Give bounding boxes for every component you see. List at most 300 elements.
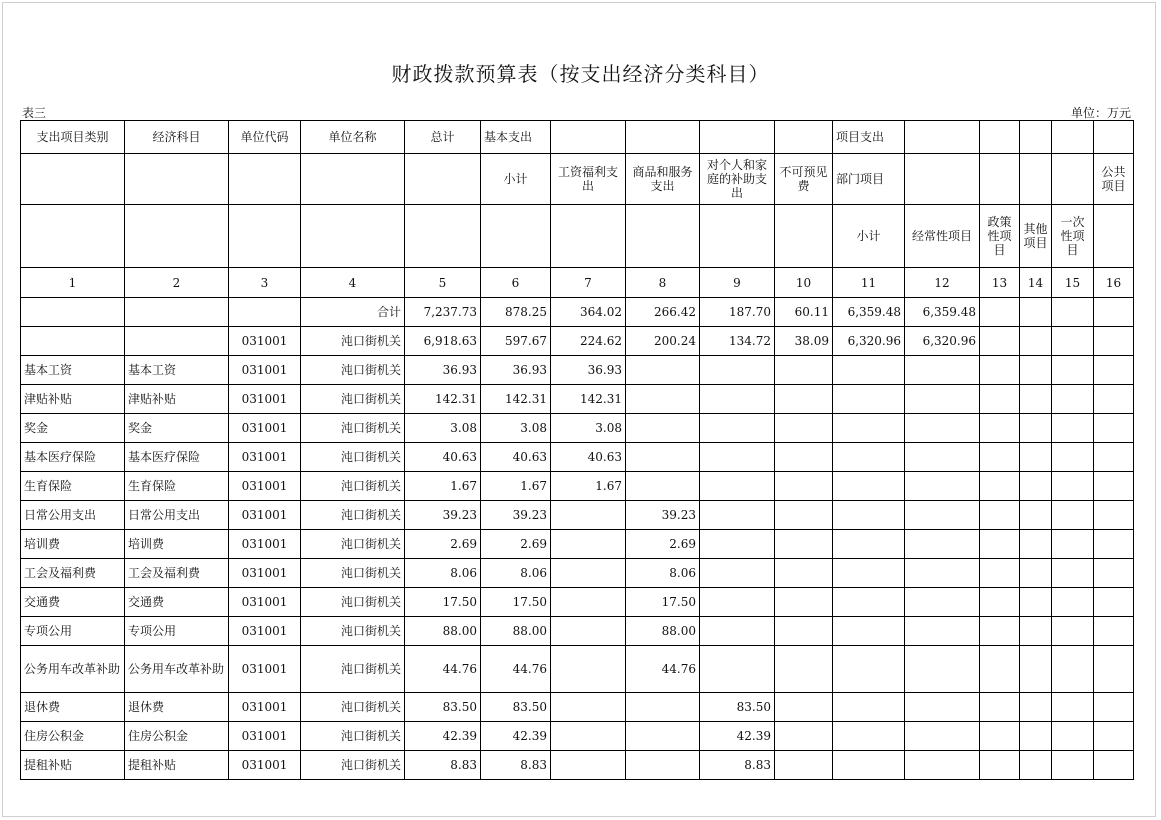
document-title: 财政拨款预算表（按支出经济分类科目） <box>391 62 770 86</box>
table-row <box>21 530 1134 559</box>
cell-unforeseen <box>775 443 833 472</box>
cell-empty <box>1094 530 1134 559</box>
cell-empty <box>1052 530 1094 559</box>
cell-empty <box>1052 588 1094 617</box>
cell-empty <box>1052 472 1094 501</box>
cell-goods-services <box>626 356 700 385</box>
cell-salary-welfare: 36.93 <box>551 356 626 385</box>
cell-goods-services: 88.00 <box>626 617 700 646</box>
cell-unit-name: 沌口街机关 <box>301 588 405 617</box>
cell-recurring-project <box>905 501 980 530</box>
cell-empty <box>1094 588 1134 617</box>
cell-unit-name: 沌口街机关 <box>301 385 405 414</box>
cell-unit-name: 沌口街机关 <box>301 501 405 530</box>
cell-empty <box>1020 298 1052 327</box>
cell-unit-code: 031001 <box>229 693 301 722</box>
cell-unit-name: 沌口街机关 <box>301 559 405 588</box>
cell-empty <box>1094 559 1134 588</box>
header-recurring-project: 经常性项目 <box>905 205 980 268</box>
cell-empty <box>1052 617 1094 646</box>
cell-econ-subject: 退休费 <box>125 693 229 722</box>
table-row <box>21 559 1134 588</box>
cell-empty <box>1020 385 1052 414</box>
cell-expense-category: 生育保险 <box>21 472 125 501</box>
cell-project-subtotal <box>833 414 905 443</box>
cell-empty <box>1020 751 1052 780</box>
cell-recurring-project <box>905 414 980 443</box>
cell-salary-welfare <box>551 646 626 693</box>
cell-empty <box>1052 559 1094 588</box>
cell-empty <box>1052 298 1094 327</box>
cell-goods-services: 39.23 <box>626 501 700 530</box>
cell-unit-code: 031001 <box>229 646 301 693</box>
table-row <box>21 646 1134 693</box>
cell-empty <box>1094 414 1134 443</box>
cell-goods-services <box>626 693 700 722</box>
cell-unit-code: 031001 <box>229 443 301 472</box>
column-number: 13 <box>980 268 1020 298</box>
cell-total: 42.39 <box>405 722 481 751</box>
cell-empty <box>1020 327 1052 356</box>
cell-empty <box>1094 356 1134 385</box>
cell-econ-subject: 日常公用支出 <box>125 501 229 530</box>
cell-empty <box>1020 501 1052 530</box>
cell-salary-welfare <box>551 751 626 780</box>
cell-recurring-project <box>905 530 980 559</box>
table-row <box>21 356 1134 385</box>
column-number: 15 <box>1052 268 1094 298</box>
cell-unit-name: 合计 <box>301 298 405 327</box>
cell-empty <box>1020 414 1052 443</box>
cell-unit-code: 031001 <box>229 472 301 501</box>
cell-total: 7,237.73 <box>405 298 481 327</box>
cell-econ-subject: 专项公用 <box>125 617 229 646</box>
header-blank <box>1020 121 1052 154</box>
cell-expense-category: 培训费 <box>21 530 125 559</box>
table-row <box>21 385 1134 414</box>
cell-empty <box>980 385 1020 414</box>
table-row <box>21 443 1134 472</box>
header-blank <box>626 121 700 154</box>
column-number: 14 <box>1020 268 1052 298</box>
cell-empty <box>1052 722 1094 751</box>
cell-basic-subtotal: 40.63 <box>481 443 551 472</box>
cell-empty <box>1020 588 1052 617</box>
header-econ-subject: 经济科目 <box>125 121 229 154</box>
cell-econ-subject <box>125 298 229 327</box>
cell-expense-category: 基本医疗保险 <box>21 443 125 472</box>
cell-basic-subtotal: 597.67 <box>481 327 551 356</box>
cell-project-subtotal <box>833 530 905 559</box>
cell-empty <box>1052 414 1094 443</box>
cell-project-subtotal <box>833 443 905 472</box>
table-row <box>21 327 1134 356</box>
header-blank <box>1094 121 1134 154</box>
cell-empty <box>1094 327 1134 356</box>
cell-salary-welfare <box>551 588 626 617</box>
cell-empty <box>1094 751 1134 780</box>
column-number: 1 <box>21 268 125 298</box>
column-number: 3 <box>229 268 301 298</box>
cell-basic-subtotal: 39.23 <box>481 501 551 530</box>
header-column-numbers <box>21 268 1134 298</box>
header-unit-code: 单位代码 <box>229 121 301 154</box>
cell-empty <box>1020 722 1052 751</box>
cell-goods-services: 2.69 <box>626 530 700 559</box>
cell-unit-code: 031001 <box>229 501 301 530</box>
cell-empty <box>980 693 1020 722</box>
unit-label: 单位：万元 <box>1070 106 1131 120</box>
cell-personal-subsidy <box>700 472 775 501</box>
cell-project-subtotal <box>833 588 905 617</box>
cell-basic-subtotal: 878.25 <box>481 298 551 327</box>
cell-recurring-project <box>905 472 980 501</box>
cell-total: 142.31 <box>405 385 481 414</box>
cell-unit-code: 031001 <box>229 327 301 356</box>
cell-empty <box>1052 356 1094 385</box>
cell-unforeseen <box>775 646 833 693</box>
column-number: 11 <box>833 268 905 298</box>
cell-total: 8.83 <box>405 751 481 780</box>
cell-expense-category: 工会及福利费 <box>21 559 125 588</box>
cell-basic-subtotal: 17.50 <box>481 588 551 617</box>
cell-personal-subsidy <box>700 443 775 472</box>
cell-empty <box>1020 559 1052 588</box>
cell-expense-category: 奖金 <box>21 414 125 443</box>
cell-expense-category: 退休费 <box>21 693 125 722</box>
cell-total: 8.06 <box>405 559 481 588</box>
cell-unit-code: 031001 <box>229 530 301 559</box>
table-row <box>21 472 1134 501</box>
cell-personal-subsidy <box>700 530 775 559</box>
column-number: 6 <box>481 268 551 298</box>
cell-empty <box>1094 722 1134 751</box>
cell-unforeseen <box>775 385 833 414</box>
cell-project-subtotal <box>833 693 905 722</box>
header-public-project: 公共项目 <box>1094 154 1134 205</box>
cell-personal-subsidy <box>700 588 775 617</box>
cell-unforeseen <box>775 472 833 501</box>
cell-unit-code: 031001 <box>229 722 301 751</box>
cell-econ-subject: 公务用车改革补助 <box>125 646 229 693</box>
cell-project-subtotal <box>833 559 905 588</box>
cell-empty <box>980 646 1020 693</box>
cell-project-subtotal <box>833 501 905 530</box>
cell-unit-code: 031001 <box>229 356 301 385</box>
cell-salary-welfare <box>551 617 626 646</box>
cell-unit-name: 沌口街机关 <box>301 443 405 472</box>
cell-econ-subject: 住房公积金 <box>125 722 229 751</box>
cell-expense-category: 专项公用 <box>21 617 125 646</box>
column-number: 2 <box>125 268 229 298</box>
cell-basic-subtotal: 1.67 <box>481 472 551 501</box>
cell-goods-services: 8.06 <box>626 559 700 588</box>
cell-total: 2.69 <box>405 530 481 559</box>
header-blank <box>775 121 833 154</box>
cell-empty <box>1020 617 1052 646</box>
cell-unforeseen <box>775 751 833 780</box>
cell-project-subtotal <box>833 751 905 780</box>
column-number: 4 <box>301 268 405 298</box>
cell-recurring-project <box>905 559 980 588</box>
cell-recurring-project <box>905 356 980 385</box>
cell-goods-services <box>626 385 700 414</box>
cell-recurring-project <box>905 722 980 751</box>
cell-total: 39.23 <box>405 501 481 530</box>
cell-unit-code: 031001 <box>229 751 301 780</box>
cell-total: 1.67 <box>405 472 481 501</box>
cell-econ-subject: 提租补贴 <box>125 751 229 780</box>
cell-empty <box>980 751 1020 780</box>
cell-econ-subject: 奖金 <box>125 414 229 443</box>
cell-total: 36.93 <box>405 356 481 385</box>
header-basic-subtotal: 小计 <box>481 154 551 205</box>
cell-unforeseen <box>775 530 833 559</box>
table-row <box>21 414 1134 443</box>
cell-total: 88.00 <box>405 617 481 646</box>
cell-unit-code: 031001 <box>229 588 301 617</box>
cell-unit-name: 沌口街机关 <box>301 693 405 722</box>
cell-total: 6,918.63 <box>405 327 481 356</box>
cell-econ-subject: 生育保险 <box>125 472 229 501</box>
cell-project-subtotal <box>833 385 905 414</box>
header-salary-welfare: 工资福利支出 <box>551 154 626 205</box>
cell-salary-welfare: 3.08 <box>551 414 626 443</box>
cell-expense-category: 公务用车改革补助 <box>21 646 125 693</box>
cell-empty <box>1094 501 1134 530</box>
cell-personal-subsidy: 42.39 <box>700 722 775 751</box>
cell-basic-subtotal: 83.50 <box>481 693 551 722</box>
cell-personal-subsidy <box>700 501 775 530</box>
table-row <box>21 722 1134 751</box>
cell-unit-code <box>229 298 301 327</box>
cell-empty <box>980 414 1020 443</box>
cell-basic-subtotal: 88.00 <box>481 617 551 646</box>
cell-empty <box>980 559 1020 588</box>
cell-goods-services <box>626 414 700 443</box>
header-project-subtotal: 小计 <box>833 205 905 268</box>
cell-project-subtotal <box>833 472 905 501</box>
cell-unit-name: 沌口街机关 <box>301 646 405 693</box>
cell-empty <box>1020 693 1052 722</box>
header-expense-category: 支出项目类别 <box>21 121 125 154</box>
cell-empty <box>1094 617 1134 646</box>
cell-econ-subject: 基本医疗保险 <box>125 443 229 472</box>
cell-goods-services: 17.50 <box>626 588 700 617</box>
cell-unforeseen <box>775 559 833 588</box>
cell-recurring-project <box>905 646 980 693</box>
cell-salary-welfare <box>551 722 626 751</box>
cell-salary-welfare <box>551 501 626 530</box>
cell-basic-subtotal: 8.06 <box>481 559 551 588</box>
cell-empty <box>980 501 1020 530</box>
cell-unit-code: 031001 <box>229 617 301 646</box>
cell-unforeseen <box>775 617 833 646</box>
cell-expense-category: 津贴补贴 <box>21 385 125 414</box>
cell-empty <box>1052 646 1094 693</box>
table-row <box>21 501 1134 530</box>
cell-empty <box>1052 693 1094 722</box>
cell-empty <box>980 530 1020 559</box>
cell-unit-name: 沌口街机关 <box>301 327 405 356</box>
header-policy-project: 政策性项目 <box>980 205 1020 268</box>
cell-salary-welfare: 40.63 <box>551 443 626 472</box>
table-row <box>21 617 1134 646</box>
header-blank <box>905 121 980 154</box>
cell-unit-name: 沌口街机关 <box>301 751 405 780</box>
cell-econ-subject: 交通费 <box>125 588 229 617</box>
cell-unit-code: 031001 <box>229 385 301 414</box>
column-number: 10 <box>775 268 833 298</box>
table-row <box>21 588 1134 617</box>
cell-salary-welfare: 142.31 <box>551 385 626 414</box>
column-number: 8 <box>626 268 700 298</box>
cell-project-subtotal <box>833 722 905 751</box>
cell-expense-category <box>21 327 125 356</box>
cell-goods-services <box>626 751 700 780</box>
cell-salary-welfare <box>551 530 626 559</box>
cell-empty <box>1094 646 1134 693</box>
header-other-project: 其他项目 <box>1020 205 1052 268</box>
cell-unit-name: 沌口街机关 <box>301 617 405 646</box>
header-total: 总计 <box>405 121 481 154</box>
cell-personal-subsidy: 187.70 <box>700 298 775 327</box>
cell-recurring-project <box>905 588 980 617</box>
cell-empty <box>980 722 1020 751</box>
table-row <box>21 298 1134 327</box>
cell-expense-category: 住房公积金 <box>21 722 125 751</box>
cell-econ-subject: 培训费 <box>125 530 229 559</box>
cell-expense-category: 基本工资 <box>21 356 125 385</box>
cell-basic-subtotal: 142.31 <box>481 385 551 414</box>
cell-salary-welfare <box>551 693 626 722</box>
cell-project-subtotal: 6,320.96 <box>833 327 905 356</box>
table-row <box>21 693 1134 722</box>
cell-salary-welfare <box>551 559 626 588</box>
cell-total: 44.76 <box>405 646 481 693</box>
cell-empty <box>980 617 1020 646</box>
cell-unit-code: 031001 <box>229 559 301 588</box>
cell-empty <box>1052 443 1094 472</box>
cell-expense-category: 日常公用支出 <box>21 501 125 530</box>
cell-recurring-project: 6,359.48 <box>905 298 980 327</box>
cell-expense-category <box>21 298 125 327</box>
cell-total: 83.50 <box>405 693 481 722</box>
cell-basic-subtotal: 8.83 <box>481 751 551 780</box>
cell-basic-subtotal: 44.76 <box>481 646 551 693</box>
cell-empty <box>1052 327 1094 356</box>
cell-goods-services <box>626 443 700 472</box>
header-row-3 <box>21 205 1134 268</box>
header-goods-services: 商品和服务支出 <box>626 154 700 205</box>
cell-empty <box>1094 693 1134 722</box>
cell-econ-subject: 工会及福利费 <box>125 559 229 588</box>
cell-goods-services <box>626 472 700 501</box>
cell-unforeseen <box>775 414 833 443</box>
cell-unit-name: 沌口街机关 <box>301 722 405 751</box>
header-blank <box>1052 121 1094 154</box>
cell-empty <box>980 443 1020 472</box>
cell-project-subtotal <box>833 646 905 693</box>
cell-empty <box>980 356 1020 385</box>
cell-unforeseen <box>775 588 833 617</box>
cell-personal-subsidy: 83.50 <box>700 693 775 722</box>
header-project-expense: 项目支出 <box>833 121 905 154</box>
header-unit-name: 单位名称 <box>301 121 405 154</box>
cell-personal-subsidy <box>700 646 775 693</box>
cell-empty <box>1020 443 1052 472</box>
header-row-2 <box>21 154 1134 205</box>
cell-expense-category: 交通费 <box>21 588 125 617</box>
cell-empty <box>1094 443 1134 472</box>
cell-unit-name: 沌口街机关 <box>301 356 405 385</box>
cell-empty <box>1020 646 1052 693</box>
cell-recurring-project: 6,320.96 <box>905 327 980 356</box>
cell-basic-subtotal: 2.69 <box>481 530 551 559</box>
cell-personal-subsidy <box>700 385 775 414</box>
header-row-1 <box>21 121 1134 154</box>
header-one-time-project: 一次性项目 <box>1052 205 1094 268</box>
cell-basic-subtotal: 36.93 <box>481 356 551 385</box>
cell-unit-name: 沌口街机关 <box>301 472 405 501</box>
cell-project-subtotal <box>833 356 905 385</box>
cell-salary-welfare: 224.62 <box>551 327 626 356</box>
header-personal-subsidy: 对个人和家庭的补助支出 <box>700 154 775 205</box>
cell-salary-welfare: 364.02 <box>551 298 626 327</box>
cell-empty <box>1020 356 1052 385</box>
cell-basic-subtotal: 42.39 <box>481 722 551 751</box>
cell-personal-subsidy: 134.72 <box>700 327 775 356</box>
table-number: 表三 <box>22 106 47 120</box>
header-basic-expense: 基本支出 <box>481 121 551 154</box>
cell-empty <box>980 327 1020 356</box>
cell-empty <box>1094 298 1134 327</box>
header-blank <box>700 121 775 154</box>
column-number: 12 <box>905 268 980 298</box>
budget-table <box>20 120 1134 780</box>
cell-unit-name: 沌口街机关 <box>301 414 405 443</box>
cell-empty <box>1052 385 1094 414</box>
cell-goods-services: 44.76 <box>626 646 700 693</box>
column-number: 16 <box>1094 268 1134 298</box>
cell-unforeseen: 38.09 <box>775 327 833 356</box>
cell-unforeseen <box>775 356 833 385</box>
cell-recurring-project <box>905 385 980 414</box>
cell-personal-subsidy <box>700 356 775 385</box>
cell-empty <box>1094 385 1134 414</box>
cell-personal-subsidy <box>700 617 775 646</box>
header-blank <box>980 121 1020 154</box>
cell-empty <box>1020 472 1052 501</box>
cell-recurring-project <box>905 443 980 472</box>
cell-project-subtotal: 6,359.48 <box>833 298 905 327</box>
cell-basic-subtotal: 3.08 <box>481 414 551 443</box>
cell-personal-subsidy <box>700 414 775 443</box>
table-row <box>21 751 1134 780</box>
cell-recurring-project <box>905 617 980 646</box>
cell-expense-category: 提租补贴 <box>21 751 125 780</box>
cell-empty <box>1052 501 1094 530</box>
cell-total: 40.63 <box>405 443 481 472</box>
cell-goods-services: 200.24 <box>626 327 700 356</box>
cell-total: 17.50 <box>405 588 481 617</box>
header-dept-project: 部门项目 <box>833 154 905 205</box>
cell-project-subtotal <box>833 617 905 646</box>
cell-recurring-project <box>905 751 980 780</box>
cell-personal-subsidy <box>700 559 775 588</box>
cell-empty <box>980 298 1020 327</box>
cell-empty <box>1020 530 1052 559</box>
